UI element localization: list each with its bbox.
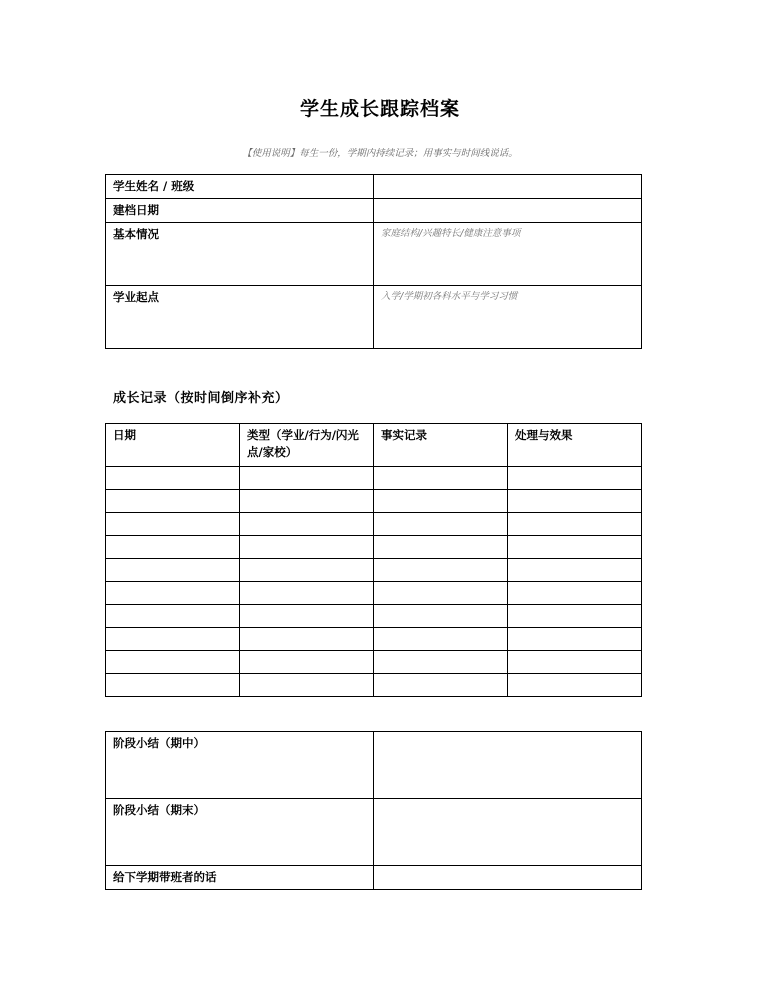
record-fact-cell[interactable] [374,513,508,536]
record-type-cell[interactable] [240,559,374,582]
table-row [106,866,642,890]
record-date-cell[interactable] [106,605,240,628]
record-table-body [106,467,642,697]
table-row [106,513,642,536]
summary-table [105,731,642,890]
row-label-midterm-summary: 阶段小结（期中） [106,732,374,799]
record-result-cell[interactable] [508,536,642,559]
basic-situation-field[interactable]: 家庭结构/兴趣特长/健康注意事项 [374,223,642,286]
record-result-cell[interactable] [508,490,642,513]
table-row [106,628,642,651]
table-row [106,651,642,674]
record-fact-cell[interactable] [374,651,508,674]
page-title: 学生成长跟踪档案 [299,98,460,120]
table-row [106,582,642,605]
column-header-type: 类型（学业/行为/闪光点/家校） [240,424,374,467]
record-fact-cell[interactable] [374,490,508,513]
record-type-cell[interactable] [240,513,374,536]
record-date-cell[interactable] [106,674,240,697]
records-section-heading: 成长记录（按时间倒序补充） [113,391,289,406]
table-row [106,223,642,286]
basic-info-table [105,174,642,349]
record-result-cell[interactable] [508,651,642,674]
table-row [106,199,642,223]
row-label-file-date: 建档日期 [106,199,374,223]
row-label-final-summary: 阶段小结（期末） [106,799,374,866]
record-fact-cell[interactable] [374,559,508,582]
record-type-cell[interactable] [240,651,374,674]
record-date-cell[interactable] [106,490,240,513]
growth-record-table [105,423,642,697]
table-row [106,732,642,799]
record-type-cell[interactable] [240,605,374,628]
record-fact-cell[interactable] [374,674,508,697]
row-label-name-class: 学生姓名 / 班级 [106,175,374,199]
file-date-field[interactable] [374,199,642,223]
column-header-date: 日期 [106,424,240,467]
record-date-cell[interactable] [106,651,240,674]
row-label-basic-situation: 基本情况 [106,223,374,286]
record-date-cell[interactable] [106,536,240,559]
record-date-cell[interactable] [106,467,240,490]
table-row [106,490,642,513]
table-row [106,605,642,628]
usage-note: 【使用说明】每生一份，学期内持续记录；用事实与时间线说话。 [242,148,518,159]
record-type-cell[interactable] [240,536,374,559]
record-result-cell[interactable] [508,605,642,628]
record-result-cell[interactable] [508,559,642,582]
column-header-result: 处理与效果 [508,424,642,467]
record-date-cell[interactable] [106,628,240,651]
record-date-cell[interactable] [106,559,240,582]
table-row [106,286,642,349]
record-result-cell[interactable] [508,513,642,536]
table-row [106,175,642,199]
table-row [106,467,642,490]
record-type-cell[interactable] [240,490,374,513]
column-header-fact: 事实记录 [374,424,508,467]
record-result-cell[interactable] [508,674,642,697]
record-fact-cell[interactable] [374,582,508,605]
table-row [106,536,642,559]
table-row [106,799,642,866]
record-fact-cell[interactable] [374,536,508,559]
name-class-field[interactable] [374,175,642,199]
next-teacher-note-field[interactable] [374,866,642,890]
row-label-academic-start: 学业起点 [106,286,374,349]
record-fact-cell[interactable] [374,605,508,628]
record-type-cell[interactable] [240,674,374,697]
record-type-cell[interactable] [240,582,374,605]
record-date-cell[interactable] [106,513,240,536]
final-summary-field[interactable] [374,799,642,866]
table-row [106,559,642,582]
record-result-cell[interactable] [508,628,642,651]
record-result-cell[interactable] [508,467,642,490]
midterm-summary-field[interactable] [374,732,642,799]
record-fact-cell[interactable] [374,467,508,490]
table-row [106,674,642,697]
record-fact-cell[interactable] [374,628,508,651]
table-header-row [106,424,642,467]
record-result-cell[interactable] [508,582,642,605]
academic-start-field[interactable]: 入学/学期初各科水平与学习习惯 [374,286,642,349]
record-type-cell[interactable] [240,467,374,490]
record-type-cell[interactable] [240,628,374,651]
record-date-cell[interactable] [106,582,240,605]
row-label-next-teacher-note: 给下学期带班者的话 [106,866,374,890]
